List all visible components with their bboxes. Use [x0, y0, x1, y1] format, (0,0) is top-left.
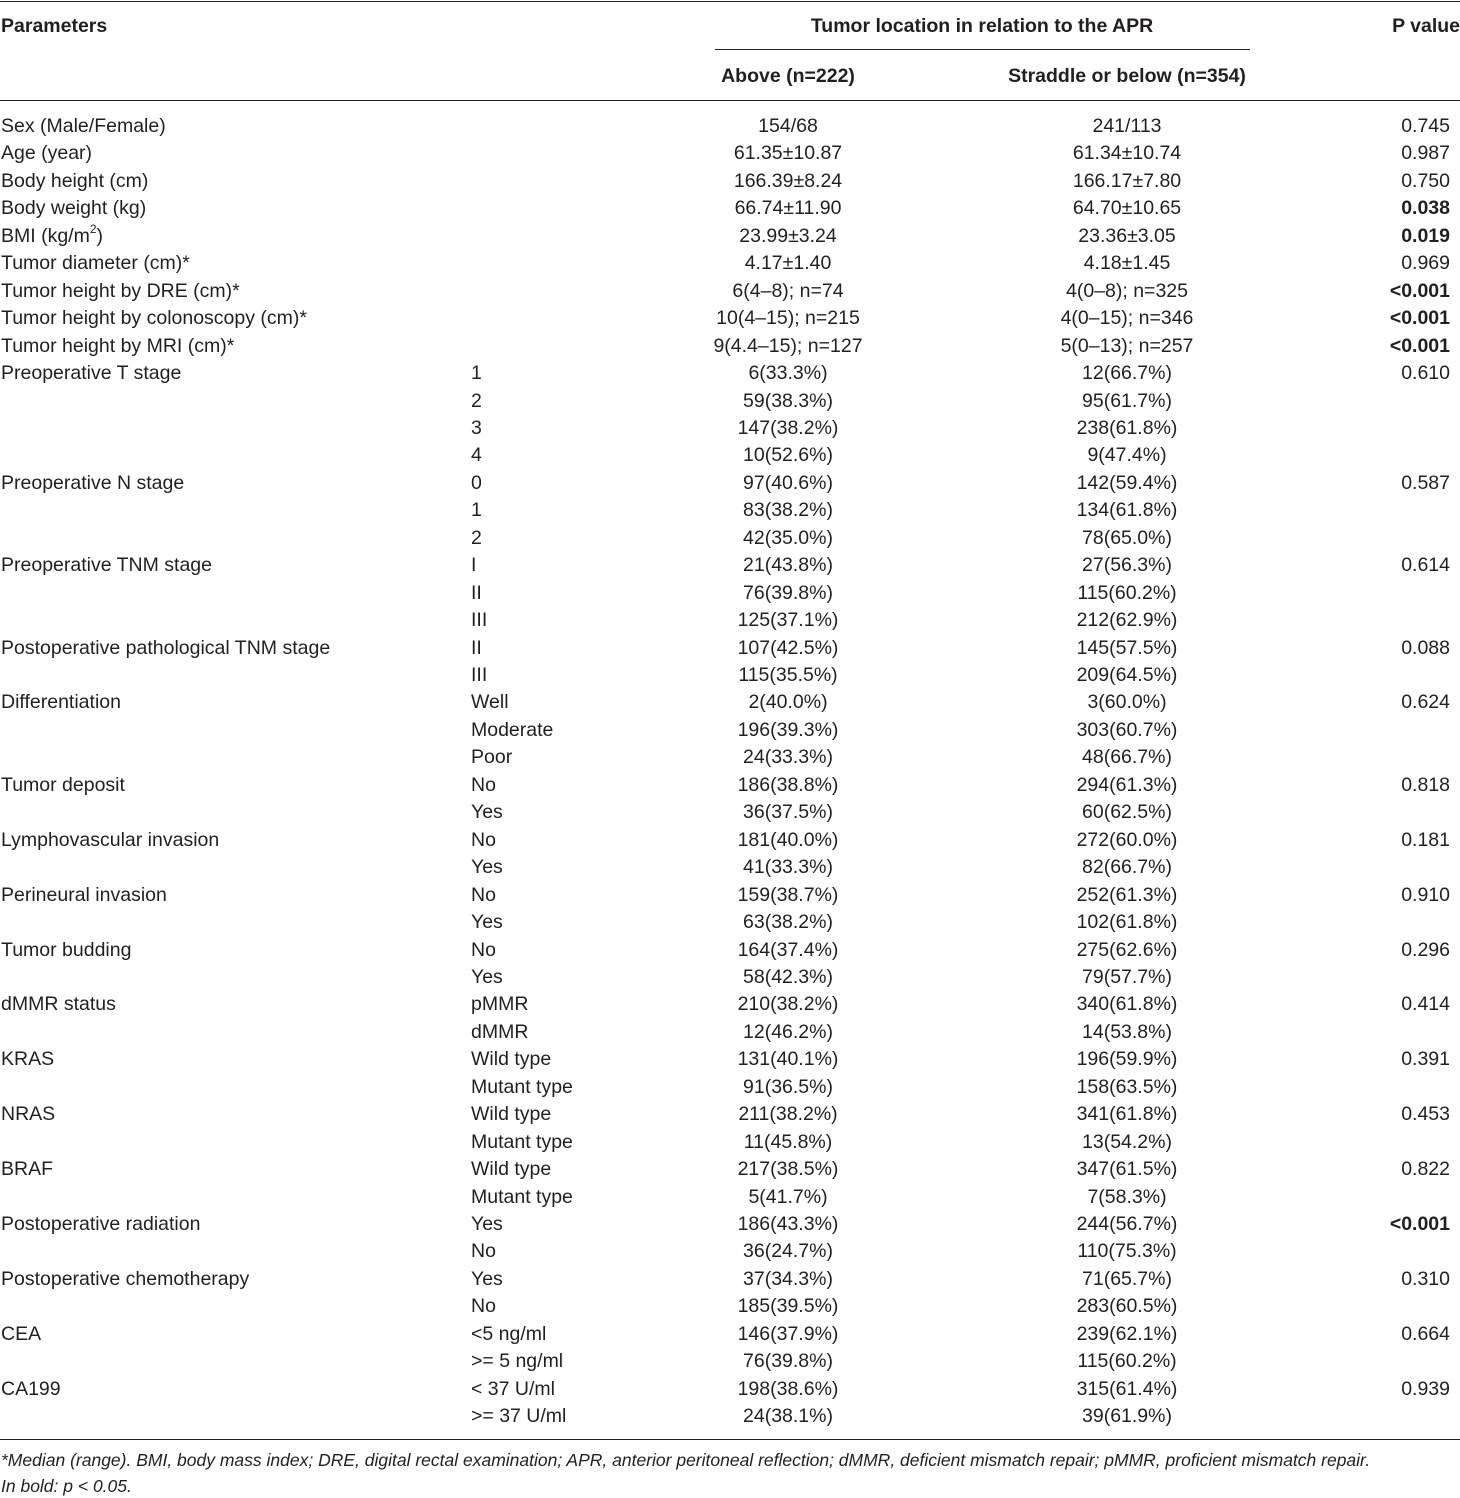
parameter-text: Age (year) [1, 142, 93, 165]
row-above-value: 9(4.4–15); n=127 [713, 334, 863, 357]
row-parameter [1, 224, 103, 248]
row-p-value: <0.001 [1389, 334, 1450, 357]
row-parameter [1, 114, 166, 138]
row-p-value: 0.614 [1401, 554, 1450, 577]
row-parameter [1, 141, 92, 165]
row-subgroup: Mutant type [471, 1075, 573, 1098]
row-below-value: 82(66.7%) [1082, 856, 1172, 879]
row-above-value: 76(39.8%) [743, 581, 833, 604]
row-below-value: 110(75.3%) [1077, 1240, 1177, 1263]
row-subgroup: dMMR [471, 1020, 529, 1043]
row-above-value: 166.39±8.24 [733, 169, 843, 192]
row-subgroup: No [471, 828, 496, 851]
header-p-value: P value [1392, 15, 1460, 37]
row-below-value: 61.34±10.74 [1072, 142, 1182, 165]
row-parameter [1, 553, 212, 577]
row-below-value: 64.70±10.65 [1072, 197, 1182, 220]
header-bottom-rule [0, 100, 1460, 101]
row-p-value: 0.587 [1401, 471, 1450, 494]
row-below-value: 115(60.2%) [1077, 581, 1177, 604]
row-below-value: 303(60.7%) [1076, 718, 1178, 741]
parameter-text: NRAS [1, 1103, 56, 1126]
row-above-value: 59(38.3%) [743, 389, 833, 412]
row-above-value: 181(40.0%) [737, 828, 839, 851]
row-above-value: 196(39.3%) [737, 718, 839, 741]
row-below-value: 4.18±1.45 [1083, 252, 1171, 275]
row-subgroup: Yes [471, 965, 503, 988]
row-p-value: 0.181 [1401, 828, 1450, 851]
row-p-value: 0.818 [1401, 773, 1450, 796]
row-parameter [1, 279, 240, 303]
parameter-text: BRAF [1, 1158, 54, 1181]
row-subgroup: No [471, 883, 496, 906]
row-above-value: 36(24.7%) [743, 1240, 833, 1263]
row-below-value: 71(65.7%) [1082, 1267, 1172, 1290]
parameter-suffix: ) [96, 224, 104, 247]
row-subgroup: I [471, 554, 477, 577]
row-above-value: 42(35.0%) [743, 526, 833, 549]
header-above: Above (n=222) [721, 65, 855, 87]
row-subgroup: III [471, 609, 488, 632]
row-parameter [1, 1047, 54, 1071]
row-subgroup: Poor [471, 746, 513, 769]
row-subgroup: Mutant type [471, 1185, 573, 1208]
row-parameter [1, 196, 146, 220]
row-below-value: 166.17±7.80 [1072, 169, 1182, 192]
row-subgroup: 3 [471, 416, 482, 439]
row-subgroup: II [471, 636, 482, 659]
row-p-value: 0.969 [1401, 252, 1450, 275]
row-above-value: 24(38.1%) [743, 1405, 833, 1428]
parameter-text: Body height (cm) [1, 169, 149, 192]
parameter-text: Postoperative radiation [1, 1213, 201, 1235]
header-parameters: Parameters [1, 15, 108, 37]
row-below-value: 102(61.8%) [1076, 911, 1178, 934]
row-above-value: 5(41.7%) [748, 1185, 828, 1208]
row-below-value: 14(53.8%) [1082, 1020, 1172, 1043]
row-subgroup: 0 [471, 471, 482, 494]
row-subgroup: 1 [471, 362, 482, 385]
row-subgroup: pMMR [471, 993, 529, 1016]
parameter-text: Differentiation [1, 691, 121, 714]
row-parameter [1, 361, 181, 385]
row-above-value: 97(40.6%) [743, 471, 833, 494]
row-subgroup: No [471, 1240, 496, 1263]
row-above-value: 147(38.2%) [737, 416, 839, 439]
row-parameter [1, 334, 234, 358]
row-subgroup: Wild type [471, 1158, 552, 1181]
row-below-value: 252(61.3%) [1076, 883, 1178, 906]
row-above-value: 6(33.3%) [748, 362, 828, 385]
top-rule [0, 1, 1460, 2]
row-below-value: 244(56.7%) [1076, 1213, 1178, 1235]
row-above-value: 12(46.2%) [743, 1020, 833, 1043]
row-above-value: 66.74±11.90 [734, 197, 842, 220]
bottom-rule [0, 1439, 1460, 1440]
row-above-value: 36(37.5%) [743, 801, 833, 824]
row-below-value: 5(0–13); n=257 [1060, 334, 1194, 357]
row-p-value: 0.822 [1401, 1158, 1450, 1181]
row-below-value: 212(62.9%) [1076, 609, 1178, 632]
parameter-text: Postoperative chemotherapy [1, 1267, 250, 1290]
row-below-value: 78(65.0%) [1082, 526, 1172, 549]
row-above-value: 164(37.4%) [737, 938, 839, 961]
row-subgroup: Moderate [471, 718, 554, 741]
row-above-value: 125(37.1%) [737, 609, 839, 632]
row-parameter [1, 306, 307, 330]
row-p-value: <0.001 [1389, 307, 1450, 330]
row-parameter [1, 992, 116, 1016]
footnote-abbreviations: *Median (range). BMI, body mass index; DRE, digital rectal examination; APR, anterior peritoneal reflection; dMMR, deficient mismatch repair; pMMR, proficient mismatch repair. [1, 1450, 1371, 1470]
row-subgroup: 2 [471, 526, 482, 549]
row-below-value: 340(61.8%) [1076, 993, 1178, 1016]
row-below-value: 4(0–8); n=325 [1066, 279, 1188, 302]
row-above-value: 58(42.3%) [743, 965, 833, 988]
row-p-value: 0.745 [1401, 115, 1450, 137]
row-above-value: 154/68 [758, 115, 818, 137]
parameter-text: Preoperative T stage [1, 362, 182, 385]
row-parameter [1, 1157, 53, 1181]
row-below-value: 315(61.4%) [1076, 1377, 1178, 1400]
parameter-text: Preoperative TNM stage [1, 554, 212, 577]
parameter-text: Tumor height by DRE (cm)* [1, 279, 240, 302]
row-subgroup: Yes [471, 911, 503, 934]
row-subgroup: >= 37 U/ml [471, 1405, 567, 1428]
row-above-value: 131(40.1%) [737, 1048, 839, 1071]
row-subgroup: 1 [471, 499, 482, 522]
row-below-value: 241/113 [1092, 115, 1162, 137]
row-subgroup: Yes [471, 856, 503, 879]
parameter-superscript: 2 [89, 222, 97, 237]
parameter-text: Tumor deposit [1, 773, 125, 796]
row-below-value: 12(66.7%) [1082, 362, 1172, 385]
row-p-value: 0.414 [1401, 993, 1450, 1016]
row-subgroup: Yes [471, 1267, 503, 1290]
row-above-value: 186(38.8%) [737, 773, 839, 796]
group-rule [715, 49, 1250, 50]
parameter-text: BMI (kg/m [1, 224, 90, 247]
header-below: Straddle or below (n=354) [1008, 65, 1246, 87]
row-parameter [1, 1212, 200, 1236]
row-above-value: 217(38.5%) [737, 1158, 839, 1181]
parameter-text: Preoperative N stage [1, 471, 185, 494]
footnote-bold: In bold: p < 0.05. [1, 1476, 132, 1496]
row-p-value: 0.750 [1401, 169, 1450, 192]
row-above-value: 83(38.2%) [743, 499, 833, 522]
row-parameter [1, 1102, 55, 1126]
row-above-value: 6(4–8); n=74 [732, 279, 844, 302]
row-subgroup: Wild type [471, 1048, 552, 1071]
row-parameter [1, 636, 330, 660]
row-subgroup: 2 [471, 389, 482, 412]
row-parameter [1, 690, 121, 714]
row-above-value: 211(38.2%) [738, 1103, 838, 1126]
row-below-value: 134(61.8%) [1076, 499, 1178, 522]
row-subgroup: Wild type [471, 1103, 552, 1126]
parameter-text: Body weight (kg) [1, 197, 147, 220]
parameter-text: Tumor budding [1, 938, 132, 961]
row-below-value: 239(62.1%) [1076, 1322, 1178, 1345]
row-below-value: 294(61.3%) [1076, 773, 1178, 796]
row-subgroup: 4 [471, 444, 482, 467]
row-subgroup: >= 5 ng/ml [471, 1350, 564, 1373]
parameter-text: Sex (Male/Female) [1, 115, 166, 137]
row-parameter [1, 1322, 41, 1346]
row-below-value: 142(59.4%) [1076, 471, 1178, 494]
row-below-value: 158(63.5%) [1076, 1075, 1178, 1098]
row-p-value: 0.310 [1401, 1267, 1450, 1290]
row-subgroup: Yes [471, 1213, 503, 1235]
row-p-value: 0.987 [1401, 142, 1450, 165]
parameter-text: Lymphovascular invasion [1, 828, 220, 851]
row-p-value: 0.453 [1401, 1103, 1450, 1126]
row-below-value: 9(47.4%) [1087, 444, 1167, 467]
row-above-value: 24(33.3%) [743, 746, 833, 769]
row-above-value: 159(38.7%) [737, 883, 839, 906]
row-below-value: 209(64.5%) [1076, 664, 1178, 686]
parameter-text: Postoperative pathological TNM stage [1, 636, 331, 659]
row-p-value: 0.664 [1401, 1322, 1450, 1345]
row-subgroup: No [471, 1295, 496, 1318]
row-subgroup: No [471, 938, 496, 961]
row-above-value: 63(38.2%) [743, 911, 833, 934]
row-below-value: 283(60.5%) [1076, 1295, 1178, 1318]
row-above-value: 11(45.8%) [743, 1130, 833, 1153]
row-below-value: 341(61.8%) [1076, 1103, 1178, 1126]
row-p-value: 0.910 [1401, 883, 1450, 906]
parameter-text: KRAS [1, 1048, 55, 1071]
row-above-value: 23.99±3.24 [739, 224, 837, 247]
row-below-value: 13(54.2%) [1082, 1130, 1172, 1153]
row-above-value: 10(4–15); n=215 [716, 307, 860, 330]
row-p-value: <0.001 [1389, 279, 1450, 302]
header-group-title: Tumor location in relation to the APR [810, 15, 1154, 37]
row-below-value: 347(61.5%) [1076, 1158, 1178, 1181]
row-above-value: 2(40.0%) [748, 691, 828, 714]
row-p-value: 0.391 [1401, 1048, 1450, 1071]
row-p-value: 0.038 [1401, 197, 1450, 220]
parameter-text: Perineural invasion [1, 883, 167, 906]
parameter-text: Tumor diameter (cm)* [1, 252, 190, 275]
parameter-text: dMMR status [1, 993, 116, 1016]
row-below-value: 275(62.6%) [1076, 938, 1178, 961]
row-subgroup: Yes [471, 801, 503, 824]
row-above-value: 107(42.5%) [737, 636, 839, 659]
row-subgroup: III [471, 664, 488, 686]
row-below-value: 4(0–15); n=346 [1060, 307, 1194, 330]
parameter-text: CA199 [1, 1377, 61, 1400]
row-p-value: 0.019 [1401, 224, 1450, 247]
row-below-value: 238(61.8%) [1076, 416, 1178, 439]
row-above-value: 10(52.6%) [743, 444, 833, 467]
row-above-value: 91(36.5%) [743, 1075, 833, 1098]
row-above-value: 76(39.8%) [743, 1350, 833, 1373]
row-below-value: 145(57.5%) [1076, 636, 1178, 659]
row-below-value: 79(57.7%) [1082, 965, 1172, 988]
row-p-value: <0.001 [1389, 1213, 1450, 1235]
row-above-value: 198(38.6%) [737, 1377, 839, 1400]
row-above-value: 210(38.2%) [737, 993, 839, 1016]
row-below-value: 115(60.2%) [1077, 1350, 1177, 1373]
row-below-value: 48(66.7%) [1082, 746, 1172, 769]
row-below-value: 27(56.3%) [1082, 554, 1172, 577]
row-subgroup: II [471, 581, 482, 604]
row-below-value: 3(60.0%) [1087, 691, 1167, 714]
row-above-value: 61.35±10.87 [733, 142, 843, 165]
row-parameter [1, 1267, 249, 1291]
row-above-value: 186(43.3%) [737, 1213, 839, 1235]
row-above-value: 41(33.3%) [743, 856, 833, 879]
row-p-value: 0.624 [1401, 691, 1450, 714]
row-subgroup: <5 ng/ml [471, 1322, 547, 1345]
row-parameter [1, 883, 167, 907]
row-parameter [1, 471, 184, 495]
row-above-value: 37(34.3%) [743, 1267, 833, 1290]
row-below-value: 23.36±3.05 [1078, 224, 1176, 247]
row-below-value: 60(62.5%) [1082, 801, 1172, 824]
row-p-value: 0.296 [1401, 938, 1450, 961]
row-p-value: 0.939 [1401, 1377, 1450, 1400]
row-parameter [1, 828, 219, 852]
row-below-value: 95(61.7%) [1082, 389, 1172, 412]
row-below-value: 39(61.9%) [1082, 1405, 1172, 1428]
row-above-value: 4.17±1.40 [744, 252, 832, 275]
parameter-text: CEA [1, 1322, 42, 1345]
row-parameter [1, 169, 148, 193]
row-parameter [1, 1377, 61, 1401]
row-parameter [1, 938, 131, 962]
row-p-value: 0.610 [1401, 362, 1450, 385]
row-parameter [1, 773, 125, 797]
row-above-value: 185(39.5%) [737, 1295, 839, 1318]
row-subgroup: < 37 U/ml [471, 1377, 555, 1400]
row-p-value: 0.088 [1401, 636, 1450, 659]
row-below-value: 7(58.3%) [1087, 1185, 1167, 1208]
row-subgroup: Well [471, 691, 509, 714]
row-below-value: 196(59.9%) [1076, 1048, 1178, 1071]
parameter-text: Tumor height by colonoscopy (cm)* [1, 307, 307, 330]
row-parameter [1, 251, 190, 275]
row-above-value: 115(35.5%) [738, 664, 838, 686]
row-below-value: 272(60.0%) [1076, 828, 1178, 851]
row-subgroup: Mutant type [471, 1130, 573, 1153]
parameter-text: Tumor height by MRI (cm)* [1, 334, 235, 357]
row-subgroup: No [471, 773, 496, 796]
row-above-value: 21(43.8%) [743, 554, 833, 577]
row-above-value: 146(37.9%) [737, 1322, 839, 1345]
